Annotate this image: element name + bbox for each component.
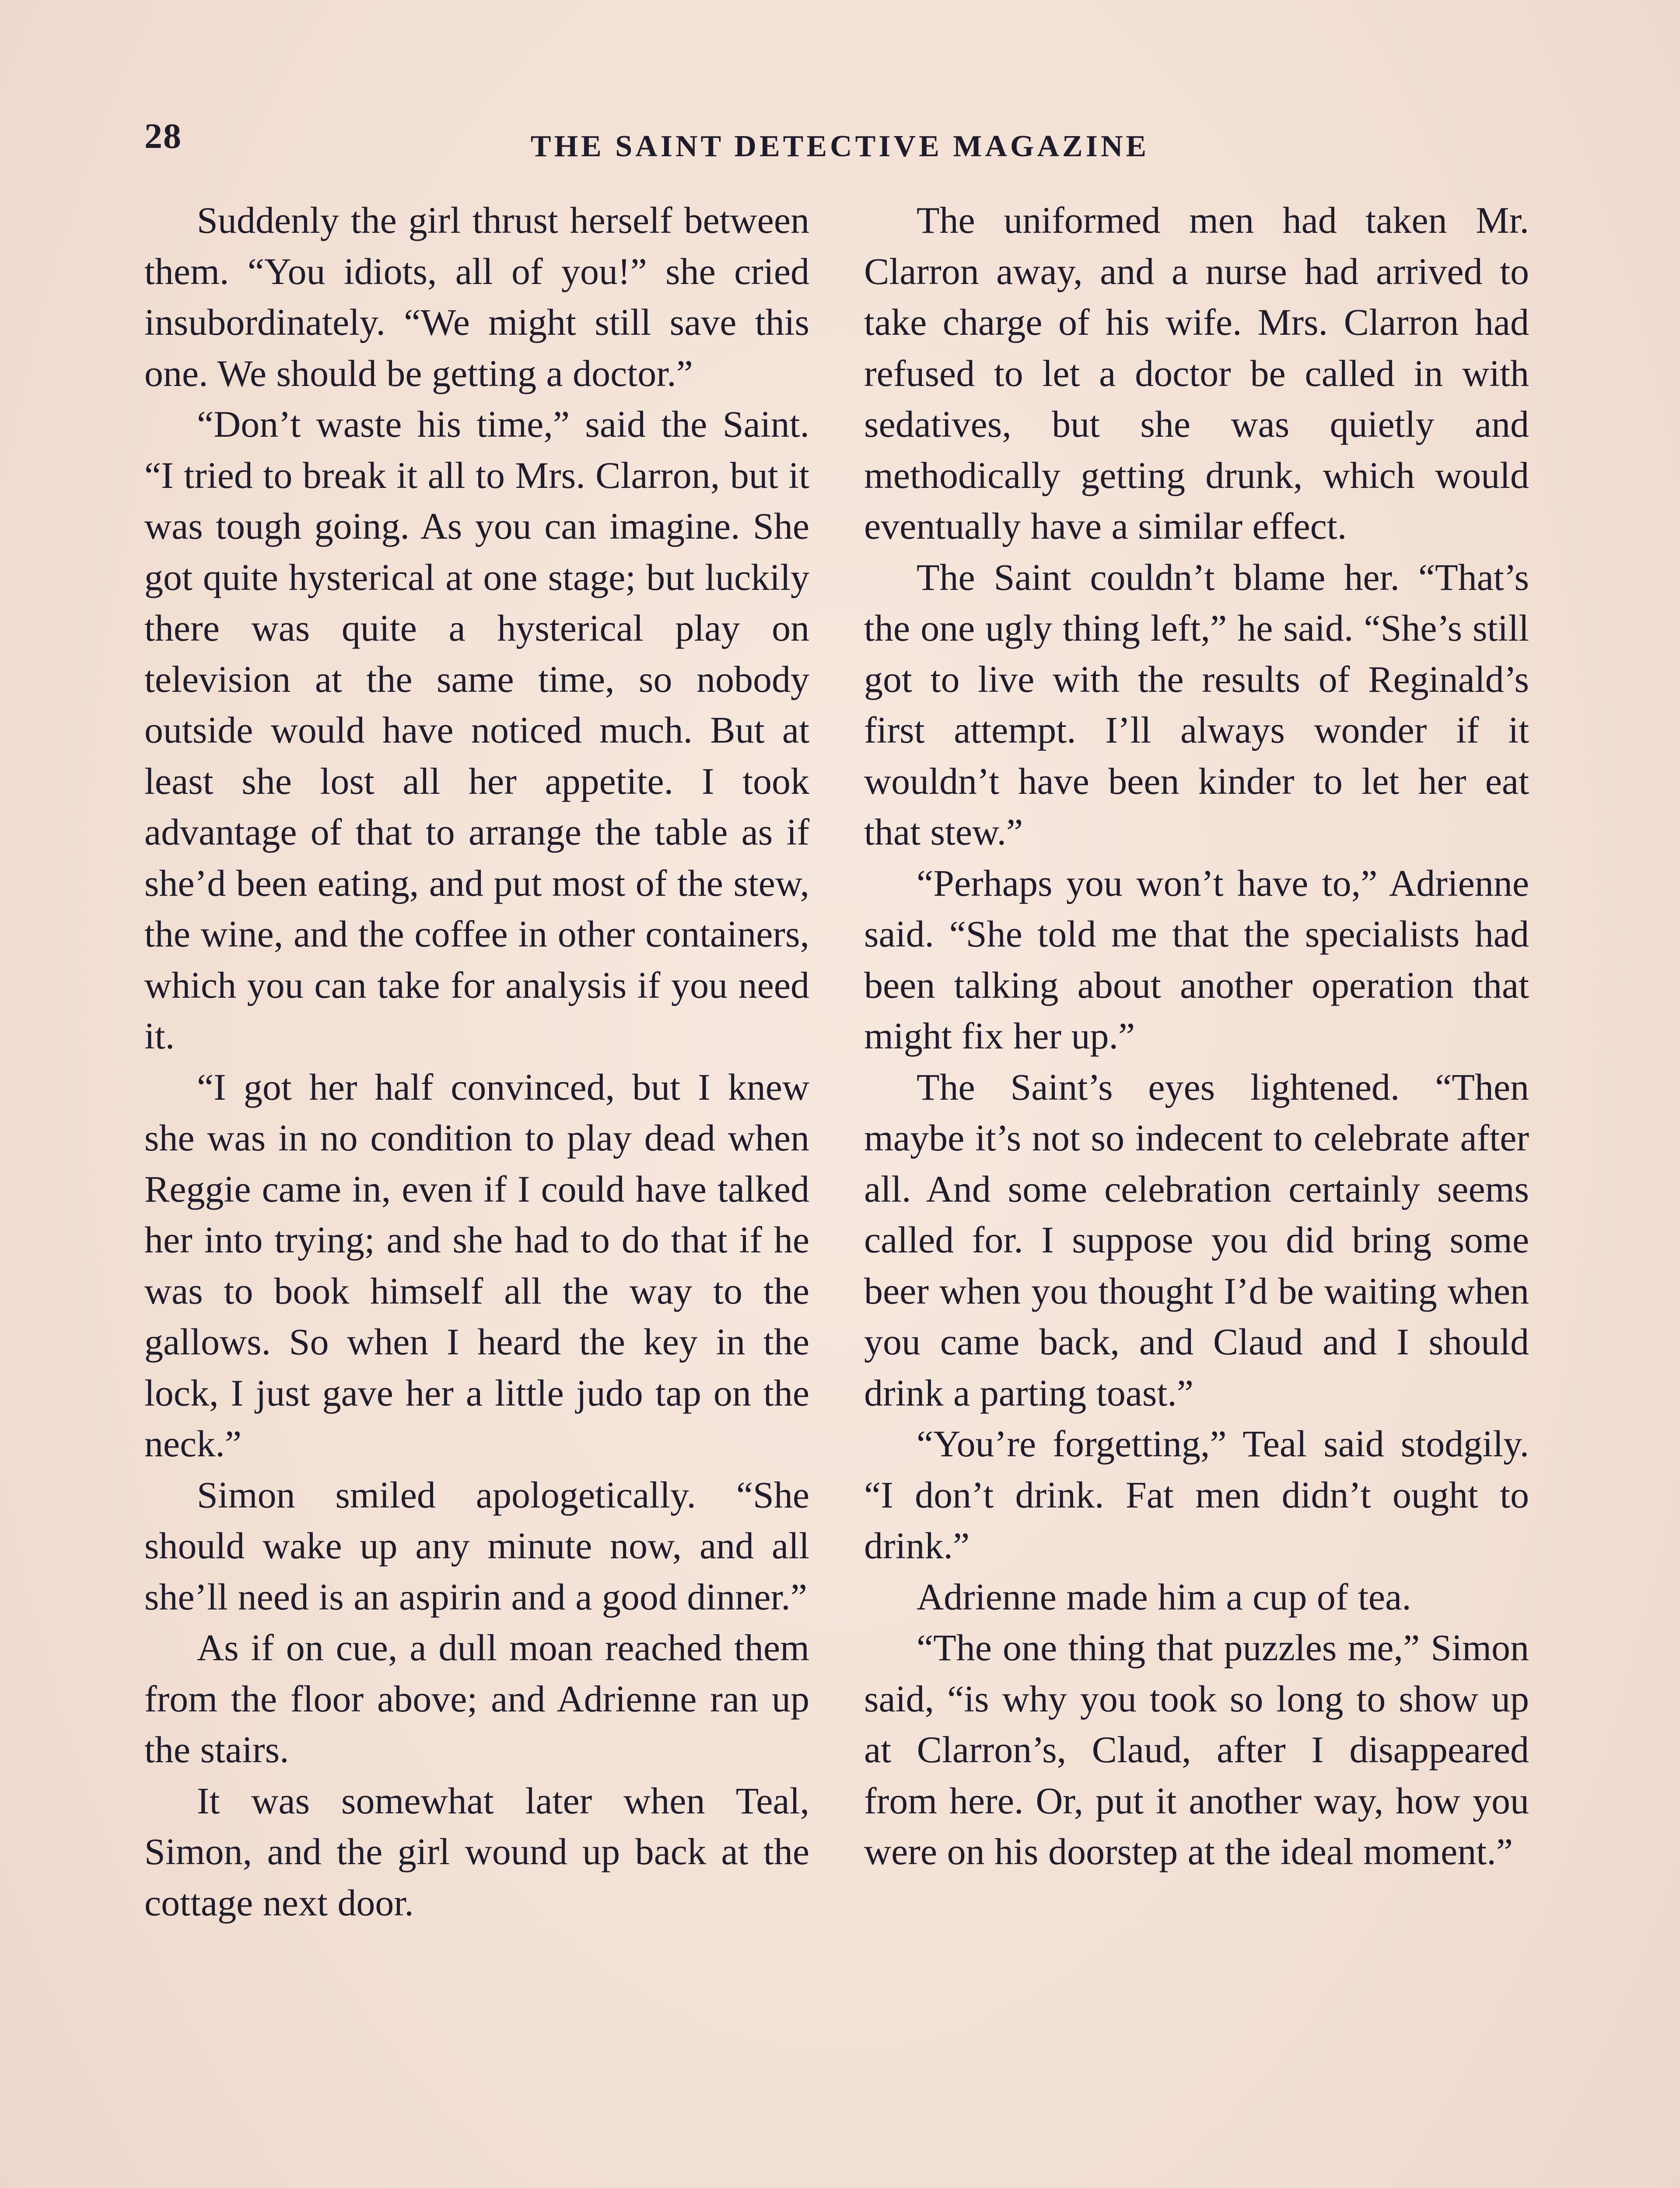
paragraph: Suddenly the girl thrust herself between them. “You idiots, all of you!” she cried insubordinately. “We might still save this one. We should be getting a doctor.” <box>144 199 809 394</box>
left-column <box>144 195 809 1928</box>
paragraph: Adrienne made him a cup of tea. <box>917 1575 1411 1618</box>
page-number: 28 <box>144 116 182 156</box>
paragraph: It was somewhat later when Teal, Simon, and the girl wound up back at the cottage next door. <box>144 1779 809 1924</box>
paragraph: “The one thing that puzzles me,” Simon said, “is why you took so long to show up at Clarron’s, Claud, after I disappeared from here. Or, put it another way, how you were on his doorstep at the ideal moment.” <box>864 1627 1529 1872</box>
paragraph: The uniformed men had taken Mr. Clarron away, and a nurse had arrived to take charge of his wife. Mrs. Clarron had refused to let a doctor be called in with sedatives, but she was quietly and methodically getting drunk, which would eventually have a similar effect. <box>864 199 1529 547</box>
paragraph: “Perhaps you won’t have to,” Adrienne said. “She told me that the specialists had been talking about another operation that might fix her up.” <box>864 862 1529 1057</box>
paragraph: “I got her half convinced, but I knew she was in no condition to play dead when Reggie came in, even if I could have talked her into trying; and she had to do that if he was to book himself all the way to the gallows. So when I heard the key in the lock, I just gave her a little judo tap on the neck.” <box>144 1066 809 1465</box>
paragraph: “You’re forgetting,” Teal said stodgily. “I don’t drink. Fat men didn’t ought to drink.” <box>864 1423 1529 1567</box>
paragraph: Simon smiled apologetically. “She should wake up any minute now, and all she’ll need is an aspirin and a good dinner.” <box>144 1473 809 1618</box>
paragraph: The Saint’s eyes lightened. “Then maybe it’s not so indecent to celebrate after all. And some celebration certainly seems called for. I suppose you did bring some beer when you thought I’d be waiting when you came back, and Claud and I should drink a parting toast.” <box>864 1066 1529 1414</box>
paragraph: As if on cue, a dull moan reached them from the floor above; and Adrienne ran up the stairs. <box>144 1627 809 1771</box>
right-column <box>864 195 1529 1877</box>
running-head: THE SAINT DETECTIVE MAGAZINE <box>530 130 1150 163</box>
paragraph: “Don’t waste his time,” said the Saint. “I tried to break it all to Mrs. Clarron, but it was tough going. As you can imagine. She got quite hysterical at one stage; but luckily there was quite a hysterical play on television at the same time, so nobody outside would have noticed much. But at least she lost all her appetite. I took advantage of that to arrange the table as if she’d been eating, and put most of the stew, the wine, and the coffee in other containers, which you can take for analysis if you need it. <box>144 403 809 1057</box>
paragraph: The Saint couldn’t blame her. “That’s the one ugly thing left,” he said. “She’s still got to live with the results of Reginald’s first attempt. I’ll always wonder if it wouldn’t have been kinder to let her eat that stew.” <box>864 556 1529 853</box>
